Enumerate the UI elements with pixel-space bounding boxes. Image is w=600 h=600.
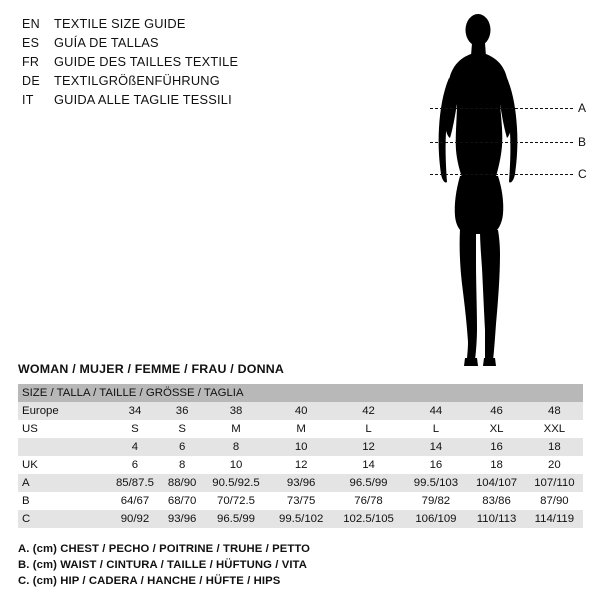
marker-label-c: C <box>578 167 587 181</box>
table-row <box>18 474 583 492</box>
cell: 16 <box>467 438 525 456</box>
language-code: FR <box>22 55 40 69</box>
row-label: B <box>18 492 108 510</box>
cell: 20 <box>526 456 583 474</box>
table-row <box>18 402 583 420</box>
cell: 42 <box>333 402 405 420</box>
cell: 38 <box>202 402 269 420</box>
cell: 8 <box>202 438 269 456</box>
cell: 14 <box>404 438 467 456</box>
cell: S <box>108 420 162 438</box>
cell: 18 <box>526 438 583 456</box>
cell: 93/96 <box>270 474 333 492</box>
cell: 18 <box>467 456 525 474</box>
cell: 90/92 <box>108 510 162 528</box>
cell: 8 <box>162 456 202 474</box>
language-title: GUIDA ALLE TAGLIE TESSILI <box>54 92 232 107</box>
cell: 96.5/99 <box>333 474 405 492</box>
language-code: ES <box>22 36 40 50</box>
cell: 114/119 <box>526 510 583 528</box>
cell: 46 <box>467 402 525 420</box>
cell: 34 <box>108 402 162 420</box>
language-code: EN <box>22 17 40 31</box>
cell: 99.5/102 <box>270 510 333 528</box>
section-heading-woman: WOMAN / MUJER / FEMME / FRAU / DONNA <box>18 362 285 376</box>
cell: 10 <box>270 438 333 456</box>
cell: S <box>162 420 202 438</box>
cell: 93/96 <box>162 510 202 528</box>
cell: 40 <box>270 402 333 420</box>
cell: L <box>333 420 405 438</box>
cell: 87/90 <box>526 492 583 510</box>
female-silhouette-icon <box>430 8 590 373</box>
waist-dash-line <box>430 142 573 143</box>
language-row <box>22 52 322 71</box>
hip-dash-line <box>430 174 573 175</box>
cell: XXL <box>526 420 583 438</box>
cell: 76/78 <box>333 492 405 510</box>
cell: M <box>270 420 333 438</box>
cell: 4 <box>108 438 162 456</box>
female-body-figure <box>430 8 590 373</box>
language-row <box>22 33 322 52</box>
chest-dash-line <box>430 108 573 109</box>
table-header-label: SIZE / TALLA / TAILLE / GRÖSSE / TAGLIA <box>18 384 583 402</box>
cell: L <box>404 420 467 438</box>
cell: 99.5/103 <box>404 474 467 492</box>
row-label: C <box>18 510 108 528</box>
cell: 68/70 <box>162 492 202 510</box>
legend-item-a: A. (cm) CHEST / PECHO / POITRINE / TRUHE / PETTO <box>18 543 311 555</box>
cell: 90.5/92.5 <box>202 474 269 492</box>
language-code: DE <box>22 74 40 88</box>
cell: 6 <box>108 456 162 474</box>
measurement-legend <box>18 541 578 589</box>
language-row <box>22 14 322 33</box>
cell: 73/75 <box>270 492 333 510</box>
language-code: IT <box>22 93 34 107</box>
table-header-row <box>18 384 583 402</box>
table-row <box>18 438 583 456</box>
language-title: GUÍA DE TALLAS <box>54 35 159 50</box>
cell: XL <box>467 420 525 438</box>
row-label: US <box>18 420 108 438</box>
table-row <box>18 492 583 510</box>
cell: 85/87.5 <box>108 474 162 492</box>
cell: 102.5/105 <box>333 510 405 528</box>
measurement-marker-chest <box>430 102 590 114</box>
cell: 10 <box>202 456 269 474</box>
language-row <box>22 71 322 90</box>
cell: 83/86 <box>467 492 525 510</box>
cell: 36 <box>162 402 202 420</box>
cell: 106/109 <box>404 510 467 528</box>
cell: 48 <box>526 402 583 420</box>
size-chart-table <box>18 384 583 528</box>
language-title: GUIDE DES TAILLES TEXTILE <box>54 54 239 69</box>
row-label <box>18 438 108 456</box>
cell: 88/90 <box>162 474 202 492</box>
legend-item-c: C. (cm) HIP / CADERA / HANCHE / HÜFTE / HIPS <box>18 575 281 587</box>
cell: 16 <box>404 456 467 474</box>
cell: 12 <box>333 438 405 456</box>
cell: 104/107 <box>467 474 525 492</box>
marker-label-b: B <box>578 135 587 149</box>
marker-label-a: A <box>578 101 587 115</box>
cell: 44 <box>404 402 467 420</box>
measurement-marker-waist <box>430 136 590 148</box>
language-title: TEXTILE SIZE GUIDE <box>54 16 186 31</box>
cell: 14 <box>333 456 405 474</box>
row-label: UK <box>18 456 108 474</box>
cell: 110/113 <box>467 510 525 528</box>
cell: 96.5/99 <box>202 510 269 528</box>
row-label: A <box>18 474 108 492</box>
measurement-marker-hip <box>430 168 590 180</box>
cell: 6 <box>162 438 202 456</box>
row-label: Europe <box>18 402 108 420</box>
language-row <box>22 90 322 109</box>
table-row <box>18 456 583 474</box>
table-row <box>18 510 583 528</box>
legend-item-b: B. (cm) WAIST / CINTURA / TAILLE / HÜFTUNG / VITA <box>18 559 307 571</box>
table-row <box>18 420 583 438</box>
language-title-block <box>22 14 322 109</box>
cell: M <box>202 420 269 438</box>
cell: 107/110 <box>526 474 583 492</box>
cell: 12 <box>270 456 333 474</box>
cell: 64/67 <box>108 492 162 510</box>
cell: 79/82 <box>404 492 467 510</box>
cell: 70/72.5 <box>202 492 269 510</box>
language-title: TEXTILGRÖßENFÜHRUNG <box>54 73 220 88</box>
